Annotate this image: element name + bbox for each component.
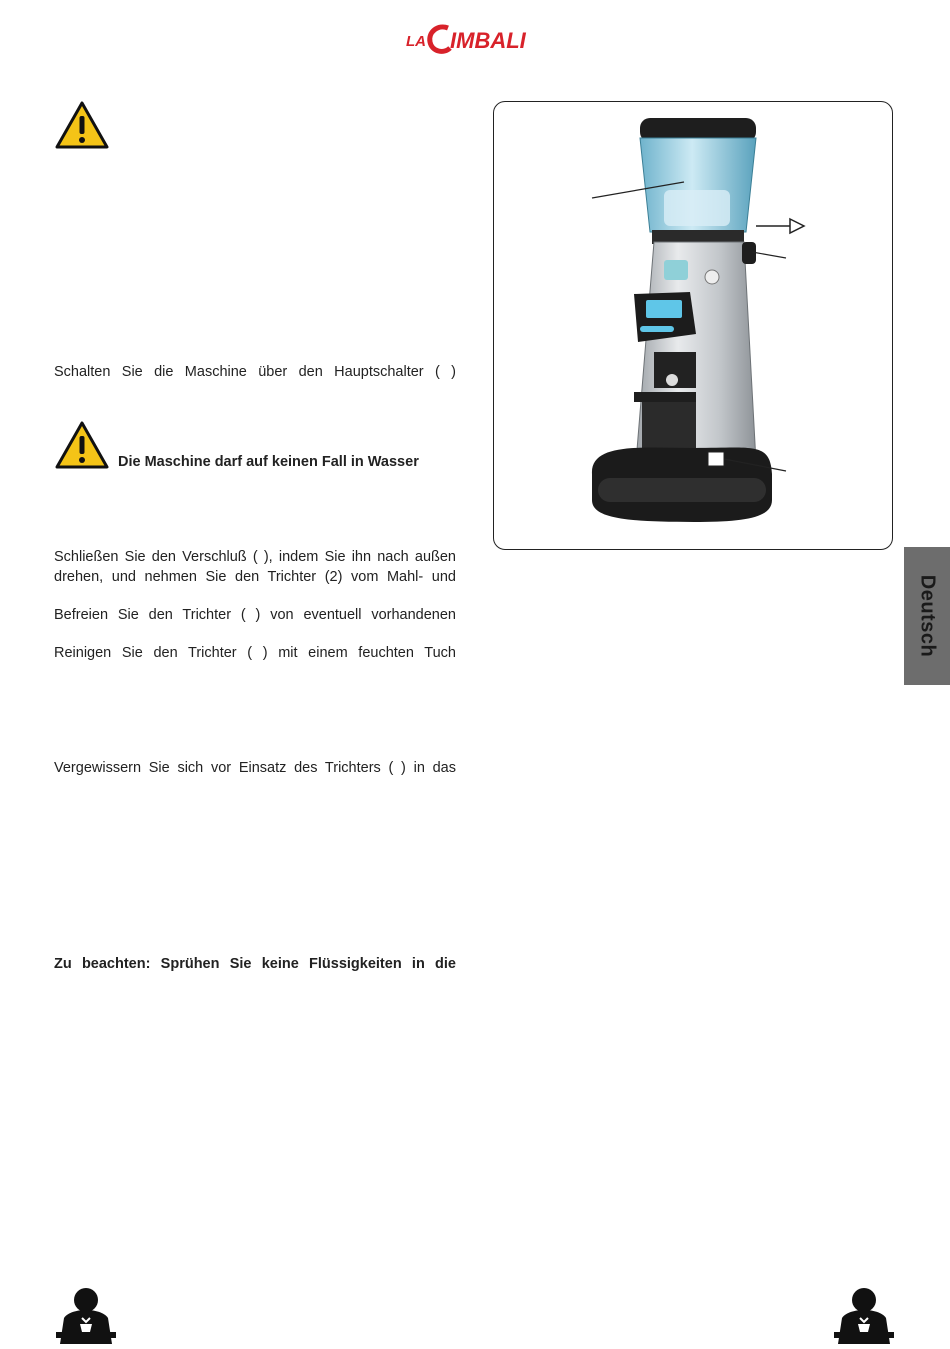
brand-logo — [404, 18, 548, 58]
language-tab-label: Deutsch — [916, 574, 939, 658]
paragraph-close-shutter-line2: drehen, und nehmen Sie den Trichter (2) vom Mahl- und — [54, 569, 456, 585]
paragraph-main-switch: Schalten Sie die Maschine über den Hauptschalter ( ) — [54, 364, 456, 380]
paragraph-free-hopper: Befreien Sie den Trichter ( ) von eventuell vorhandenen — [54, 607, 456, 623]
warning-water-text: Die Maschine darf auf keinen Fall in Wasser — [118, 454, 419, 470]
paragraph-close-shutter-line1: Schließen Sie den Verschluß ( ), indem Sie ihn nach außen — [54, 549, 456, 565]
warning-triangle-icon — [54, 100, 110, 150]
paragraph-check-hopper: Vergewissern Sie sich vor Einsatz des Trichters ( ) in das — [54, 760, 456, 776]
grinder-figure — [493, 101, 893, 550]
barista-icon — [54, 1286, 118, 1344]
note-no-liquids: Zu beachten: Sprühen Sie keine Flüssigkeiten in die — [54, 956, 456, 972]
barista-icon — [832, 1286, 896, 1344]
paragraph-clean-hopper: Reinigen Sie den Trichter ( ) mit einem feuchten Tuch — [54, 645, 456, 661]
svg-text:IMBALI: IMBALI — [450, 28, 526, 53]
svg-text:LA: LA — [406, 33, 426, 50]
language-tab — [904, 547, 950, 685]
warning-triangle-icon — [54, 420, 110, 470]
